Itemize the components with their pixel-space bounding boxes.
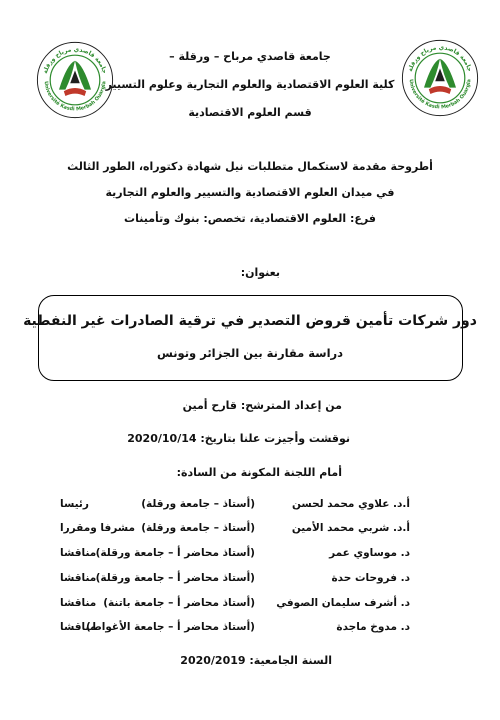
member-name: أ.د. شربي محمد الأمين [291,522,410,534]
academic-year-label: السنة الجامعية: [245,654,332,667]
logo-latin-ring-text: Université Kasdi Merbah Ouargla [407,78,473,111]
member-name: د. أشرف سليمان الصوفي [276,597,410,609]
member-role: مشرفا ومقررا [60,522,135,534]
member-name: د. فروحات حدة [331,572,410,584]
member-role: رئيسا [60,498,89,510]
thesis-field-line: في ميدان العلوم الاقتصادية والتسيير والعلوم التجارية [105,186,395,199]
title-box [38,295,463,381]
member-name: أ.د. علاوي محمد لحسن [291,498,410,510]
member-rank: (أستاذ محاضر أ – جامعة الأغواط) [86,621,255,633]
member-role: مناقشا [60,572,97,584]
department-name: قسم العلوم الاقتصادية [188,106,312,119]
defense-text: نوقشت وأجيزت علنا بتاريخ: [196,432,350,445]
logo-arabic-ring-text: جامعة قاصدي مرباح ورقلة [41,46,109,75]
committee-row [60,547,410,563]
title-label: بعنوان: [240,266,280,279]
member-rank: (أستاذ – جامعة ورقلة) [141,522,255,534]
thesis-subtitle: دراسة مقارنة بين الجزائر وتونس [156,346,344,360]
committee-row [60,572,410,588]
candidate-line: من إعداد المترشح: قارح أمين [182,399,342,412]
faculty-name: كلية العلوم الاقتصادية والعلوم التجارية وعلوم التسيير [105,78,395,91]
committee-row [60,498,410,514]
member-role: مناقشا [60,621,97,633]
committee-row [60,621,410,637]
member-name: د. مدوخ ماجدة [336,621,410,633]
member-rank: (أستاذ محاضر أ – جامعة ورقلة) [95,547,255,559]
committee-label: أمام اللجنة المكونة من السادة: [176,466,342,479]
logo-latin-ring-text: Université Kasdi Merbah Ouargla [42,80,108,113]
academic-year-line [180,654,332,667]
university-name: جامعة قاصدي مرباح – ورقلة – [169,50,331,63]
member-role: مناقشا [60,597,97,609]
member-name: د. موساوي عمر [329,547,410,559]
academic-year-value: 2020/2019 [180,654,246,667]
member-rank: (أستاذ محاضر أ – جامعة ورقلة) [95,572,255,584]
defense-date: 2020/10/14 [127,432,197,445]
committee-row [60,597,410,613]
committee-row [60,522,410,538]
member-rank: (أستاذ – جامعة ورقلة) [141,498,255,510]
thesis-specialty-line: فرع: العلوم الاقتصادية، تخصص: بنوك وتأمينات [124,212,376,225]
member-role: مناقشا [60,547,97,559]
logo-arabic-ring-text: جامعة قاصدي مرباح ورقلة [406,44,474,73]
thesis-title: دور شركات تأمين قروض التصدير في ترقية الصادرات غير النفطية [23,313,477,329]
member-rank: (أستاذ محاضر أ – جامعة باتنة) [103,597,255,609]
thesis-degree-line: أطروحة مقدمة لاستكمال متطلبات نيل شهادة دكتوراه، الطور الثالث [67,160,433,173]
defense-line [127,432,350,445]
